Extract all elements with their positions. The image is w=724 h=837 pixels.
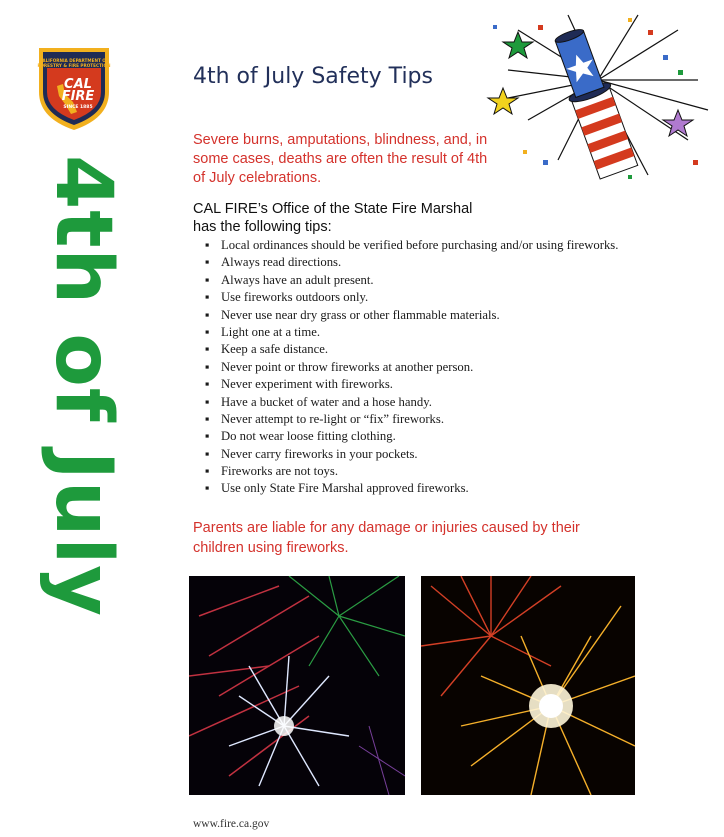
tip-text: Keep a safe distance. bbox=[221, 342, 329, 357]
website-url: www.fire.ca.gov bbox=[193, 818, 270, 830]
tip-item bbox=[205, 307, 618, 324]
hat-stars-icon bbox=[478, 10, 718, 190]
svg-text:SINCE 1885: SINCE 1885 bbox=[63, 105, 93, 110]
tip-item bbox=[205, 463, 618, 480]
office-line-2: has the following tips: bbox=[193, 219, 332, 235]
parents-liability-note: Parents are liable for any damage or injuries caused by their children using fireworks. bbox=[193, 520, 580, 556]
bullet-icon: ▪ bbox=[205, 324, 210, 339]
side-title: 4th of July bbox=[38, 154, 128, 618]
firework-hat-illustration bbox=[478, 10, 718, 190]
tip-text: Do not wear loose fitting clothing. bbox=[221, 429, 396, 444]
bullet-icon: ▪ bbox=[205, 272, 210, 287]
safety-tips-list bbox=[205, 237, 618, 498]
svg-text:FORESTRY & FIRE PROTECTION: FORESTRY & FIRE PROTECTION bbox=[37, 63, 111, 68]
bullet-icon: ▪ bbox=[205, 342, 210, 357]
page-title: 4th of July Safety Tips bbox=[193, 64, 433, 89]
tip-text: Fireworks are not toys. bbox=[221, 464, 338, 479]
fireworks-photo-red-green bbox=[189, 576, 405, 795]
tip-text: Never attempt to re-light or “fix” fireworks. bbox=[221, 411, 445, 426]
tip-text: Never point or throw fireworks at another person. bbox=[221, 359, 474, 374]
tip-item bbox=[205, 289, 618, 306]
tip-item bbox=[205, 359, 618, 376]
bullet-icon: ▪ bbox=[205, 429, 210, 444]
tip-text: Have a bucket of water and a hose handy. bbox=[221, 394, 432, 409]
intro-warning: Severe burns, amputations, blindness, and, in some cases, deaths are often the result of 4th of July celebrations. bbox=[193, 132, 488, 186]
bullet-icon: ▪ bbox=[205, 307, 210, 322]
tip-text: Never carry fireworks in your pockets. bbox=[221, 446, 418, 461]
bullet-icon: ▪ bbox=[205, 394, 210, 409]
bullet-icon: ▪ bbox=[205, 377, 210, 392]
tip-text: Always have an adult present. bbox=[221, 272, 374, 287]
tip-text: Always read directions. bbox=[221, 255, 342, 270]
bullet-icon: ▪ bbox=[205, 255, 210, 270]
tip-text: Local ordinances should be verified before purchasing and/or using fireworks. bbox=[221, 238, 619, 252]
tip-item bbox=[205, 254, 618, 271]
svg-text:FIRE: FIRE bbox=[61, 89, 95, 104]
tip-item bbox=[205, 411, 618, 428]
svg-text:CAL: CAL bbox=[64, 77, 92, 92]
fireworks-photo-orange-gold bbox=[421, 576, 635, 795]
bullet-icon: ▪ bbox=[205, 481, 210, 496]
tip-item bbox=[205, 446, 618, 463]
cal-fire-logo bbox=[35, 40, 113, 132]
tip-text: Use only State Fire Marshal approved fireworks. bbox=[221, 481, 469, 496]
cal-fire-shield-icon bbox=[35, 40, 113, 132]
tip-item bbox=[205, 394, 618, 411]
tip-item bbox=[205, 341, 618, 358]
office-heading bbox=[193, 200, 472, 236]
svg-text:CALIFORNIA DEPARTMENT OF: CALIFORNIA DEPARTMENT OF bbox=[39, 58, 109, 63]
tip-item bbox=[205, 480, 618, 497]
tip-text: Use fireworks outdoors only. bbox=[221, 290, 369, 305]
tip-item bbox=[205, 376, 618, 393]
bullet-icon: ▪ bbox=[205, 359, 210, 374]
bullet-icon: ▪ bbox=[205, 411, 210, 426]
bullet-icon: ▪ bbox=[205, 446, 210, 461]
tip-text: Never use near dry grass or other flammable materials. bbox=[221, 307, 500, 322]
tip-item bbox=[205, 272, 618, 289]
fireworks-burst-icon bbox=[421, 576, 635, 795]
bullet-icon: ▪ bbox=[205, 290, 210, 305]
tip-item bbox=[205, 428, 618, 445]
tip-text: Never experiment with fireworks. bbox=[221, 377, 393, 392]
fireworks-burst-icon bbox=[189, 576, 405, 795]
tip-item bbox=[205, 237, 618, 254]
bullet-icon: ▪ bbox=[205, 464, 210, 479]
office-line-1: CAL FIRE’s Office of the State Fire Marshal bbox=[193, 201, 473, 217]
tip-item bbox=[205, 324, 618, 341]
tip-text: Light one at a time. bbox=[221, 324, 321, 339]
bullet-icon: ▪ bbox=[205, 238, 210, 252]
